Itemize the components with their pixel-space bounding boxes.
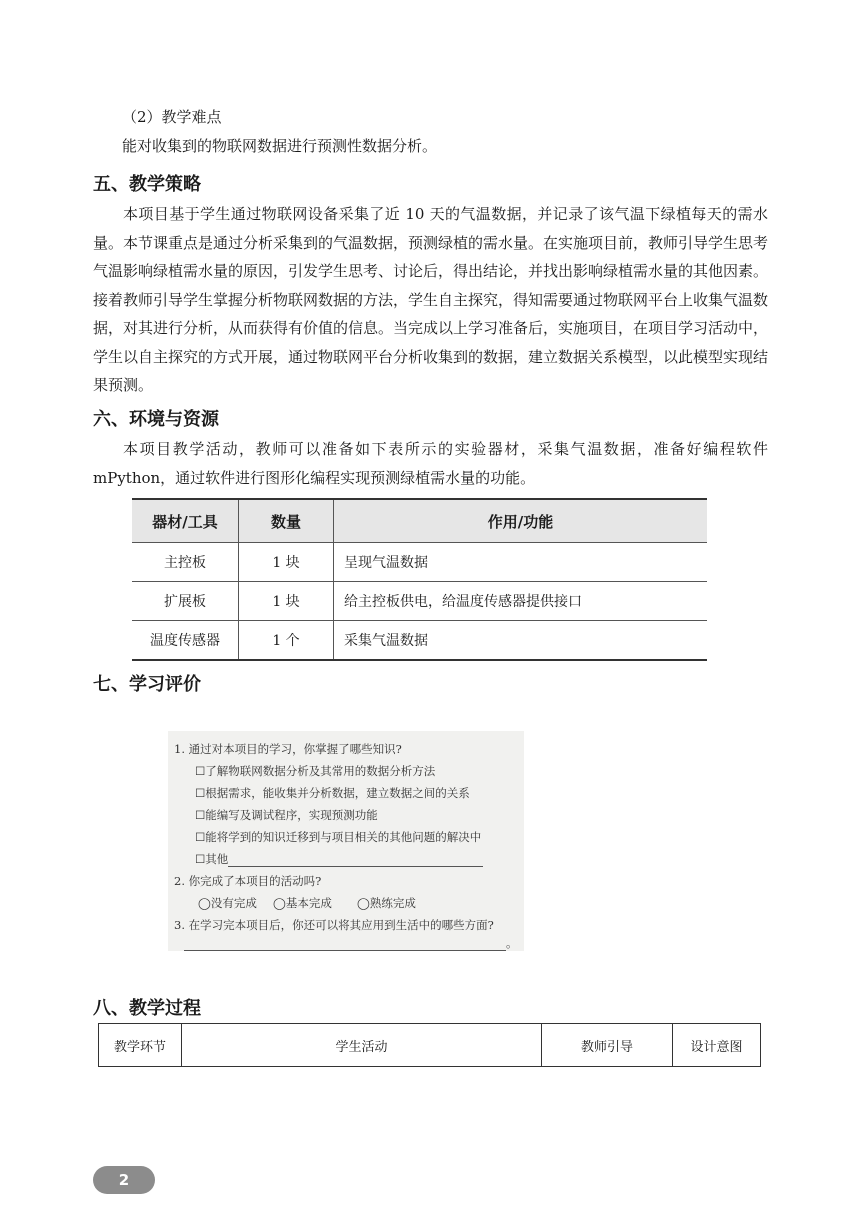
question-2: 2. 你完成了本项目的活动吗? [174,874,322,888]
cell-function: 给主控板供电，给温度传感器提供接口 [334,582,708,621]
page-number-badge: 2 [93,1166,155,1194]
option-checkbox[interactable]: ☐根据需求，能收集并分析数据，建立数据之间的关系 [195,786,470,800]
q3-blank-line[interactable] [184,938,506,951]
cell-function: 采集气温数据 [334,621,708,661]
cell-quantity: 1 个 [239,621,334,661]
process-header-row [99,1024,761,1067]
table-row [132,582,707,621]
other-blank-line[interactable] [228,852,483,867]
heading-teaching-process: 八、教学过程 [93,998,201,1019]
answer-line-q3[interactable] [184,935,518,951]
cell-equipment: 主控板 [132,543,239,582]
option-checkbox-other[interactable] [195,851,483,867]
question-1: 1. 通过对本项目的学习，你掌握了哪些知识? [174,742,402,756]
strategy-paragraph: 本项目基于学生通过物联网设备采集了近 10 天的气温数据，并记录了该气温下绿植每天的需水量。本节课重点是通过分析采集到的气温数据，预测绿植的需水量。在实施项目前，教师引导学生思考气温影响绿植需水量的原因，引发学生思考、讨论后，得出结论，并找出影响绿植需水量的其他因素。接着教师引导学生掌握分析物联网数据的方法，学生自主探究，得知需要通过物联网平台上收集气温数据，对其进行分析，从而获得有价值的信息。当完成以上学习准备后，实施项目，在项目学习活动中，学生以自主探究的方式开展，通过物联网平台分析收集到的数据，建立数据关系模型，以此模型实现结果预测。 [93,205,769,394]
difficulty-text: 能对收集到的物联网数据进行预测性数据分析。 [122,137,438,155]
cell-equipment: 温度传感器 [132,621,239,661]
heading-environment-resources: 六、环境与资源 [93,409,219,430]
option-other-label: ☐其他 [195,852,229,866]
q3-period: 。 [506,936,518,950]
equipment-table [132,498,707,661]
cell-quantity: 1 块 [239,543,334,582]
col-header-student-activity: 学生活动 [182,1024,542,1067]
option-radio[interactable]: ◯没有完成 [198,896,257,910]
table-row [132,543,707,582]
option-checkbox[interactable]: ☐能编写及调试程序，实现预测功能 [195,808,378,822]
col-header-equipment: 器材/工具 [132,499,239,543]
environment-paragraph: 本项目教学活动，教师可以准备如下表所示的实验器材，采集气温数据，准备好编程软件 mPython，通过软件进行图形化编程实现预测绿植需水量的功能。 [93,440,768,487]
question-3: 3. 在学习完本项目后，你还可以将其应用到生活中的哪些方面? [174,918,494,932]
col-header-stage: 教学环节 [99,1024,182,1067]
cell-equipment: 扩展板 [132,582,239,621]
option-checkbox[interactable]: ☐了解物联网数据分析及其常用的数据分析方法 [195,764,436,778]
table-header-row [132,499,707,543]
sub-heading-difficulty: （2）教学难点 [122,108,222,126]
table-row [132,621,707,661]
option-radio[interactable]: ◯基本完成 [273,896,332,910]
process-table [98,1023,761,1067]
col-header-design-intent: 设计意图 [673,1024,761,1067]
heading-teaching-strategy: 五、教学策略 [93,174,201,195]
heading-learning-evaluation: 七、学习评价 [93,674,201,695]
cell-quantity: 1 块 [239,582,334,621]
col-header-quantity: 数量 [239,499,334,543]
col-header-teacher-guidance: 教师引导 [542,1024,673,1067]
col-header-function: 作用/功能 [334,499,708,543]
option-checkbox[interactable]: ☐能将学到的知识迁移到与项目相关的其他问题的解决中 [195,830,482,844]
evaluation-form [168,731,524,951]
option-radio[interactable]: ◯熟练完成 [357,896,416,910]
cell-function: 呈现气温数据 [334,543,708,582]
